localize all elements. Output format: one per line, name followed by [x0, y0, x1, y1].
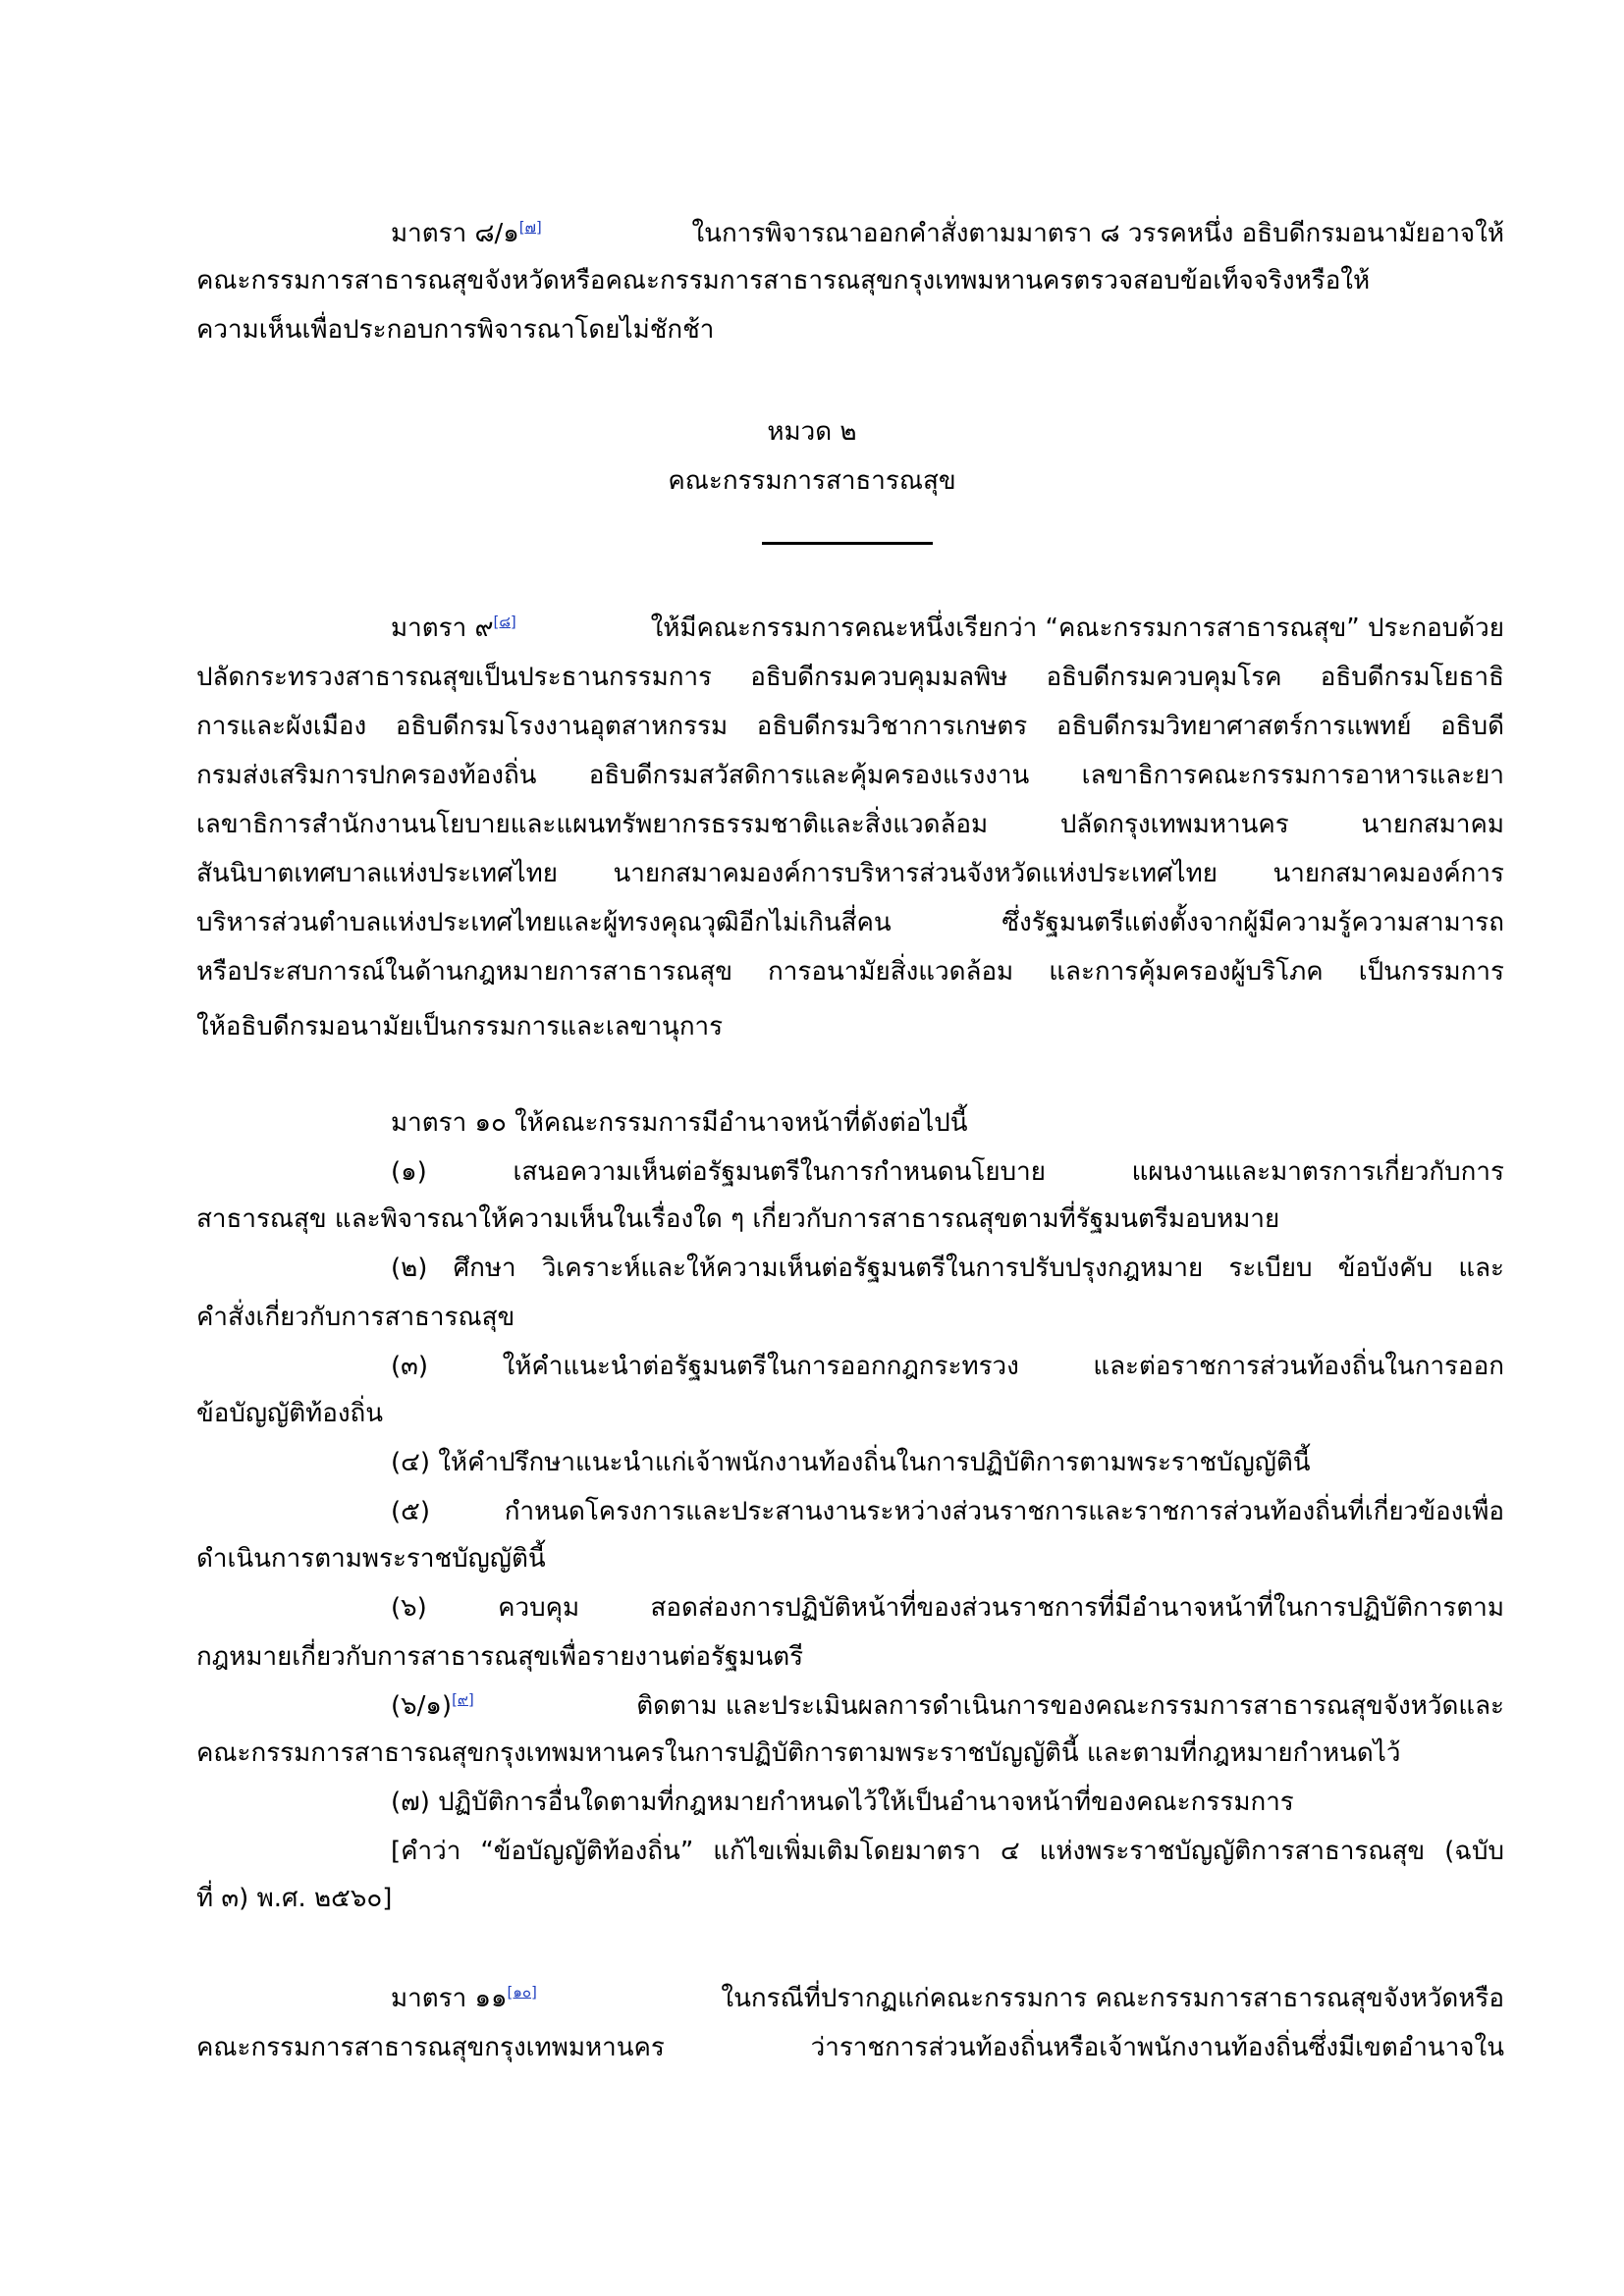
section-10-item-5-line-1: (๕) กำหนดโครงการและประสานงานระหว่างส่วนราชการและราชการส่วนท้องถิ่นที่เกี่ยวข้องเพื่อ — [391, 1497, 1504, 1526]
section-9-line-7: บริหารส่วนตำบลแห่งประเทศไทยและผู้ทรงคุณวุฒิอีกไม่เกินสี่คน ซึ่งรัฐมนตรีแต่งตั้งจากผู้มีความรู้ความสามารถ — [196, 908, 1504, 937]
section-8-1-label: มาตรา ๘/๑ — [391, 219, 519, 248]
section-9-text: ให้มีคณะกรรมการคณะหนึ่งเรียกว่า “คณะกรรมการสาธารณสุข” ประกอบด้วย — [650, 614, 1504, 643]
section-10-item-5-line-2: ดำเนินการตามพระราชบัญญัตินี้ — [196, 1544, 546, 1574]
section-10-item-7: (๗) ปฏิบัติการอื่นใดตามที่กฎหมายกำหนดไว้ให้เป็นอำนาจหน้าที่ของคณะกรรมการ — [391, 1788, 1294, 1817]
section-9-line-5: เลขาธิการสำนักงานนโยบายและแผนทรัพยากรธรรมชาติและสิ่งแวดล้อม ปลัดกรุงเทพมหานคร นายกสมาคม — [196, 810, 1504, 839]
section-10-item-6-line-2: กฎหมายเกี่ยวกับการสาธารณสุขเพื่อรายงานต่อรัฐมนตรี — [196, 1642, 804, 1672]
section-10-item-1-line-2: สาธารณสุข และพิจารณาให้ความเห็นในเรื่องใด ๆ เกี่ยวกับการสาธารณสุขตามที่รัฐมนตรีมอบหมาย — [196, 1204, 1280, 1234]
section-10-item-2-line-1: (๒) ศึกษา วิเคราะห์และให้ความเห็นต่อรัฐมนตรีในการปรับปรุงกฎหมาย ระเบียบ ข้อบังคับ และ — [391, 1254, 1504, 1283]
section-10-item-4: (๔) ให้คำปรึกษาแนะนำแก่เจ้าพนักงานท้องถิ่นในการปฏิบัติการตามพระราชบัญญัตินี้ — [391, 1448, 1311, 1477]
chapter-divider — [762, 542, 933, 545]
section-9-line-4: กรมส่งเสริมการปกครองท้องถิ่น อธิบดีกรมสวัสดิการและคุ้มครองแรงงาน เลขาธิการคณะกรรมการอาหารและยา — [196, 761, 1504, 790]
section-8-1-line-2: คณะกรรมการสาธารณสุขจังหวัดหรือคณะกรรมการสาธารณสุขกรุงเทพมหานครตรวจสอบข้อเท็จจริงหรือให้ — [196, 266, 1371, 295]
section-9-label: มาตรา ๙ — [391, 614, 494, 643]
section-8-1-first-line — [391, 216, 1504, 251]
section-11-first-line — [391, 1981, 1504, 2016]
section-9-line-8: หรือประสบการณ์ในด้านกฎหมายการสาธารณสุข การอนามัยสิ่งแวดล้อม และการคุ้มครองผู้บริโภค เป็นกรรมการ — [196, 957, 1504, 987]
section-10-item-6-1-label: (๖/๑) — [391, 1691, 453, 1721]
footnote-link-9[interactable]: [๙] — [452, 1690, 474, 1709]
footnote-link-10[interactable]: [๑๐] — [507, 1983, 537, 2002]
amendment-note-line-2: ที่ ๓) พ.ศ. ๒๕๖๐] — [196, 1884, 393, 1913]
section-10-item-3-line-1: (๓) ให้คำแนะนำต่อรัฐมนตรีในการออกกฎกระทรวง และต่อราชการส่วนท้องถิ่นในการออก — [391, 1352, 1504, 1381]
section-10-item-6-1-line-1 — [391, 1688, 1504, 1724]
section-10-item-6-line-1: (๖) ควบคุม สอดส่องการปฏิบัติหน้าที่ของส่วนราชการที่มีอำนาจหน้าที่ในการปฏิบัติการตาม — [391, 1593, 1504, 1623]
section-10-item-6-1-text: ติดตาม และประเมินผลการดำเนินการของคณะกรรมการสาธารณสุขจังหวัดและ — [636, 1691, 1504, 1721]
footnote-link-8[interactable]: [๘] — [493, 613, 516, 631]
section-9-first-line — [391, 611, 1504, 646]
amendment-note-line-1: [คำว่า “ข้อบัญญัติท้องถิ่น” แก้ไขเพิ่มเติมโดยมาตรา ๔ แห่งพระราชบัญญัติการสาธารณสุข (ฉบับ — [391, 1837, 1504, 1866]
section-11-text: ในกรณีที่ปรากฏแก่คณะกรรมการ คณะกรรมการสาธารณสุขจังหวัดหรือ — [721, 1984, 1504, 2013]
section-8-1-text: ในการพิจารณาออกคำสั่งตามมาตรา ๘ วรรคหนึ่ง อธิบดีกรมอนามัยอาจให้ — [691, 219, 1504, 248]
section-10-item-2-line-2: คำสั่งเกี่ยวกับการสาธารณสุข — [196, 1303, 515, 1332]
section-11-line-2: คณะกรรมการสาธารณสุขกรุงเทพมหานคร ว่าราชการส่วนท้องถิ่นหรือเจ้าพนักงานท้องถิ่นซึ่งมีเขตอำนาจใน — [196, 2033, 1504, 2062]
footnote-link-7[interactable]: [๗] — [518, 218, 542, 237]
section-10-intro: มาตรา ๑๐ ให้คณะกรรมการมีอำนาจหน้าที่ดังต่อไปนี้ — [391, 1108, 968, 1138]
section-10-item-6-1-line-2: คณะกรรมการสาธารณสุขกรุงเทพมหานครในการปฏิบัติการตามพระราชบัญญัตินี้ และตามที่กฎหมายกำหนดไว้ — [196, 1738, 1401, 1768]
section-9-line-6: สันนิบาตเทศบาลแห่งประเทศไทย นายกสมาคมองค์การบริหารส่วนจังหวัดแห่งประเทศไทย นายกสมาคมองค์การ — [196, 859, 1504, 888]
section-9-line-2: ปลัดกระทรวงสาธารณสุขเป็นประธานกรรมการ อธิบดีกรมควบคุมมลพิษ อธิบดีกรมควบคุมโรค อธิบดีกรมโยธาธิ — [196, 663, 1504, 692]
section-9-last-line: ให้อธิบดีกรมอนามัยเป็นกรรมการและเลขานุการ — [196, 1012, 724, 1041]
chapter-title: คณะกรรมการสาธารณสุข — [668, 466, 956, 496]
section-8-1-line-3: ความเห็นเพื่อประกอบการพิจารณาโดยไม่ชักช้า — [196, 315, 715, 345]
section-11-label: มาตรา ๑๑ — [391, 1984, 508, 2013]
section-10-item-1-line-1: (๑) เสนอความเห็นต่อรัฐมนตรีในการกำหนดนโยบาย แผนงานและมาตรการเกี่ยวกับการ — [391, 1157, 1504, 1187]
chapter-number: หมวด ๒ — [767, 417, 857, 447]
section-10-item-3-line-2: ข้อบัญญัติท้องถิ่น — [196, 1399, 384, 1428]
section-9-line-3: การและผังเมือง อธิบดีกรมโรงงานอุตสาหกรรม อธิบดีกรมวิชาการเกษตร อธิบดีกรมวิทยาศาสตร์การแพทย์ อธิบดี — [196, 712, 1504, 741]
